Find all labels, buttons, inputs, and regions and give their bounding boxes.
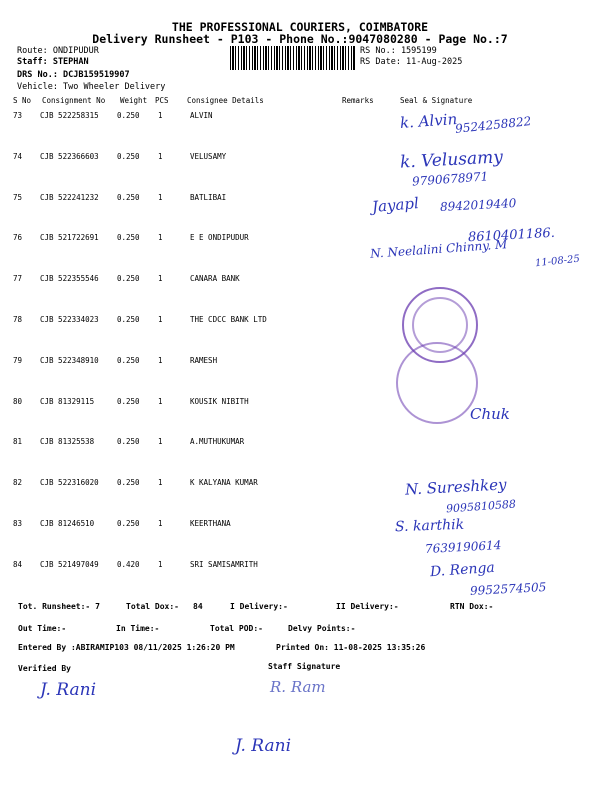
tot-runsheet: Tot. Runsheet:- 7 [18, 602, 100, 611]
cell-sno: 81 [13, 437, 23, 446]
cell-sno: 74 [13, 152, 23, 161]
cell-cons: CJB 522355546 [40, 274, 99, 283]
cell-weight: 0.250 [117, 152, 140, 161]
rtn-dox: RTN Dox:- [450, 602, 494, 611]
cell-sno: 79 [13, 356, 23, 365]
handwriting-r76-phone: 8610401186. [467, 225, 556, 246]
runsheet-subtitle: Delivery Runsheet - P103 - Phone No.:9047080280 - Page No.:7 [92, 32, 508, 46]
company-title: THE PROFESSIONAL COURIERS, COIMBATORE [171, 20, 429, 34]
cell-sno: 83 [13, 519, 23, 528]
cell-weight: 0.420 [117, 560, 140, 569]
cell-cons: CJB 81246510 [40, 519, 95, 528]
cell-cons: CJB 522258315 [40, 111, 99, 120]
cell-name: KEERTHANA [190, 519, 231, 528]
cell-pcs: 1 [158, 560, 163, 569]
cell-sno: 77 [13, 274, 23, 283]
ii-delivery: II Delivery:- [336, 602, 399, 611]
cell-weight: 0.250 [117, 519, 140, 528]
cell-cons: CJB 522241232 [40, 193, 99, 202]
out-time: Out Time:- [18, 624, 67, 633]
cell-name: K KALYANA KUMAR [190, 478, 258, 487]
cell-weight: 0.250 [117, 478, 140, 487]
cell-cons: CJB 81325538 [40, 437, 95, 446]
cell-name: THE CDCC BANK LTD [190, 315, 267, 324]
bottom-signature: J. Rani [235, 736, 292, 756]
cell-pcs: 1 [158, 397, 163, 406]
vehicle-label: Vehicle: Two Wheeler Delivery [17, 82, 166, 92]
cell-name: A.MUTHUKUMAR [190, 437, 245, 446]
cell-sno: 84 [13, 560, 23, 569]
cell-weight: 0.250 [117, 356, 140, 365]
cell-name: BATLIBAI [190, 193, 227, 202]
cell-cons: CJB 521497049 [40, 560, 99, 569]
cell-name: E E ONDIPUDUR [190, 233, 249, 242]
cell-name: RAMESH [190, 356, 218, 365]
cell-weight: 0.250 [117, 437, 140, 446]
cell-cons: CJB 522316020 [40, 478, 99, 487]
cell-pcs: 1 [158, 152, 163, 161]
handwriting-r73-name: k. Alvin [399, 110, 458, 132]
cell-weight: 0.250 [117, 397, 140, 406]
cell-pcs: 1 [158, 274, 163, 283]
cell-cons: CJB 521722691 [40, 233, 99, 242]
cell-name: VELUSAMY [190, 152, 227, 161]
cell-cons: CJB 522334023 [40, 315, 99, 324]
cell-cons: CJB 522366603 [40, 152, 99, 161]
cell-pcs: 1 [158, 519, 163, 528]
handwriting-r83-name: S. karthik [394, 516, 465, 536]
cell-weight: 0.250 [117, 111, 140, 120]
col-remarks: Remarks [342, 96, 374, 105]
cell-pcs: 1 [158, 111, 163, 120]
handwriting-r73-phone: 9524258822 [454, 114, 532, 136]
total-dox-label: Total Dox:- [126, 602, 179, 611]
col-consignment: Consignment No [42, 96, 106, 105]
handwriting-r74-phone: 9790678971 [411, 169, 489, 189]
cell-pcs: 1 [158, 437, 163, 446]
cell-weight: 0.250 [117, 274, 140, 283]
cell-sno: 80 [13, 397, 23, 406]
cell-sno: 82 [13, 478, 23, 487]
handwriting-r76-name: N. Neelalini Chinny. M [369, 237, 508, 261]
col-pcs: PCS [155, 96, 169, 105]
col-sno: S No [13, 96, 32, 105]
cell-sno: 76 [13, 233, 23, 242]
barcode [230, 46, 356, 70]
verified-signature: J. Rani [40, 680, 97, 700]
cell-pcs: 1 [158, 193, 163, 202]
verified-by: Verified By [18, 664, 71, 673]
cell-weight: 0.250 [117, 233, 140, 242]
delvy-points: Delvy Points:- [288, 624, 356, 633]
cell-name: CANARA BANK [190, 274, 240, 283]
staff-label: Staff: STEPHAN [17, 57, 89, 67]
staff-signature-label: Staff Signature [268, 662, 341, 671]
cell-name: KOUSIK NIBITH [190, 397, 249, 406]
cell-sno: 78 [13, 315, 23, 324]
handwriting-r83-phone: 7639190614 [424, 538, 502, 556]
handwriting-r84-name: D. Renga [429, 559, 496, 581]
staff-signature: R. Ram [270, 678, 326, 696]
i-delivery: I Delivery:- [230, 602, 288, 611]
cell-pcs: 1 [158, 315, 163, 324]
bank-stamp-2 [396, 342, 478, 424]
cell-cons: CJB 81329115 [40, 397, 95, 406]
route-label: Route: ONDIPUDUR [17, 46, 99, 56]
handwriting-r75-phone: 8942019440 [439, 196, 517, 214]
handwriting-r74-name: k. Velusamy [399, 147, 504, 173]
cell-name: SRI SAMISAMRITH [190, 560, 258, 569]
col-consignee: Consignee Details [187, 96, 264, 105]
cell-cons: CJB 522348910 [40, 356, 99, 365]
handwriting-r80: Chuk [470, 405, 510, 423]
cell-pcs: 1 [158, 356, 163, 365]
rs-date: RS Date: 11-Aug-2025 [360, 57, 463, 67]
col-weight: Weight [120, 96, 148, 105]
cell-name: ALVIN [190, 111, 213, 120]
cell-sno: 73 [13, 111, 23, 120]
handwriting-r82-phone: 9095810588 [445, 497, 517, 516]
entered-by: Entered By :ABIRAMIP103 08/11/2025 1:26:20 PM [18, 643, 235, 652]
rs-number: RS No.: 1595199 [360, 46, 437, 56]
col-seal: Seal & Signature [400, 96, 473, 105]
cell-pcs: 1 [158, 233, 163, 242]
cell-pcs: 1 [158, 478, 163, 487]
cell-weight: 0.250 [117, 315, 140, 324]
handwriting-r76-date: 11-08-25 [534, 253, 581, 270]
handwriting-r75-name: Jayapl [371, 193, 420, 217]
in-time: In Time:- [116, 624, 160, 633]
cell-sno: 75 [13, 193, 23, 202]
printed-on: Printed On: 11-08-2025 13:35:26 [276, 643, 426, 652]
cell-weight: 0.250 [117, 193, 140, 202]
total-pod: Total POD:- [210, 624, 263, 633]
handwriting-r82-name: N. Sureshkey [404, 475, 507, 499]
drs-number: DRS No.: DCJB159519907 [17, 70, 130, 80]
handwriting-r84-phone: 9952574505 [469, 580, 547, 598]
total-dox-value: 84 [193, 602, 203, 611]
